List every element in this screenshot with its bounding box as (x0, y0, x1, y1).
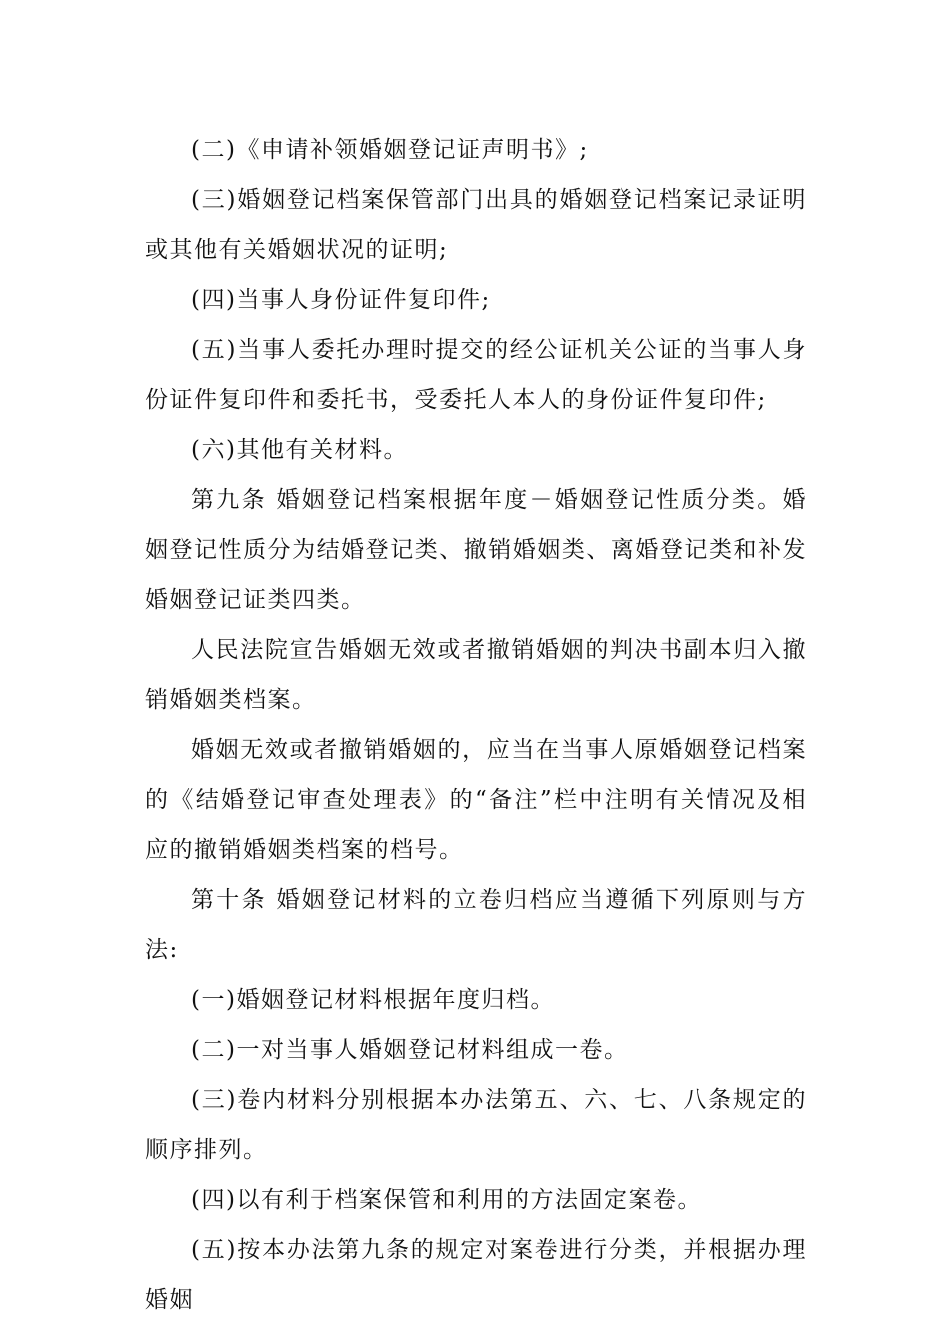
paragraph-item-6: (六)其他有关材料。 (191, 437, 408, 463)
article-9-paragraph: 第九条 婚姻登记档案根据年度－婚姻登记性质分类。婚姻登记性质分为结婚登记类、撤销婚姻类、离婚登记类和补发婚姻登记证类四类。 (145, 487, 807, 613)
paragraph-item-3: (三)婚姻登记档案保管部门出具的婚姻登记档案记录证明或其他有关婚姻状况的证明; (145, 187, 807, 263)
paragraph-item-5: (五)当事人委托办理时提交的经公证机关公证的当事人身份证件复印件和委托书，受委托人本人的身份证件复印件; (145, 337, 807, 413)
article-10-item-4: (四)以有利于档案保管和利用的方法固定案卷。 (191, 1187, 702, 1213)
paragraph-item-4: (四)当事人身份证件复印件; (191, 287, 491, 313)
article-10-item-2: (二)一对当事人婚姻登记材料组成一卷。 (191, 1037, 629, 1063)
paragraph-item-2: (二)《申请补领婚姻登记证声明书》; (191, 137, 589, 163)
article-10-item-3: (三)卷内材料分别根据本办法第五、六、七、八条规定的顺序排列。 (145, 1087, 807, 1163)
article-10-item-5: (五)按本办法第九条的规定对案卷进行分类，并根据办理婚姻 (145, 1237, 807, 1313)
document-body (145, 125, 807, 1325)
invalid-marriage-paragraph: 婚姻无效或者撤销婚姻的，应当在当事人原婚姻登记档案的《结婚登记审查处理表》的“备注”栏中注明有关情况及相应的撤销婚姻类档案的档号。 (145, 737, 807, 863)
article-10-item-1: (一)婚姻登记材料根据年度归档。 (191, 987, 555, 1013)
court-judgment-paragraph: 人民法院宣告婚姻无效或者撤销婚姻的判决书副本归入撤销婚姻类档案。 (145, 637, 807, 713)
article-10-paragraph: 第十条 婚姻登记材料的立卷归档应当遵循下列原则与方法: (145, 887, 807, 963)
